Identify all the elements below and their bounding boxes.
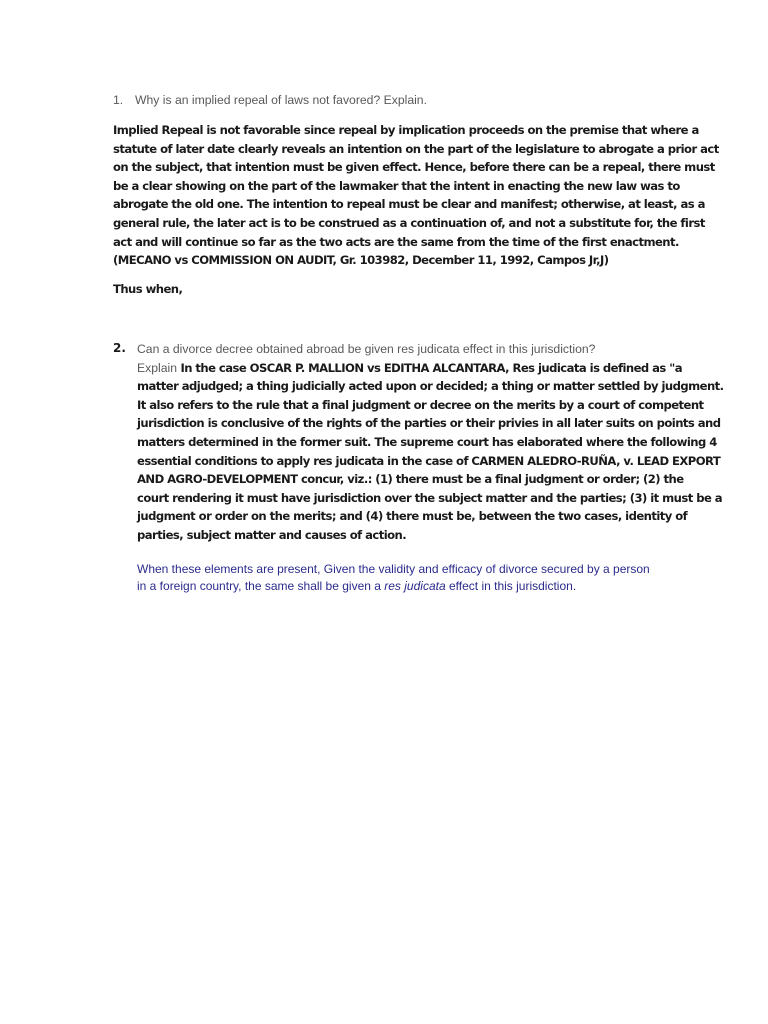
question-2-and-answer bbox=[137, 340, 724, 545]
answer-1-line: general rule, the later act is to be construed as a continuation of, and not a substitute for, the first bbox=[113, 215, 705, 230]
conclusion-text: in a foreign country, the same shall be given a bbox=[137, 578, 385, 593]
question-1 bbox=[113, 93, 427, 107]
answer-2-intro: In the case OSCAR P. MALLION vs EDITHA ALCANTARA, Res judicata is defined as "a bbox=[176, 360, 683, 375]
answer-1-line: statute of later date clearly reveals an intention on the part of the legislature to abrogate a prior act bbox=[113, 141, 719, 156]
conclusion-text-end: effect in this jurisdiction. bbox=[445, 578, 577, 593]
conclusion-italic-term: res judicata bbox=[384, 578, 446, 593]
answer-1-line: Implied Repeal is not favorable since repeal by implication proceeds on the premise that where a bbox=[113, 123, 699, 137]
answer-1-line: be a clear showing on the part of the lawmaker that the intent in enacting the new law was to bbox=[113, 178, 680, 193]
answer-2-line: parties, subject matter and causes of action. bbox=[137, 527, 407, 542]
conclusion-paragraph bbox=[137, 561, 667, 594]
conclusion-line: When these elements are present, Given the validity and efficacy of divorce secured by a person bbox=[137, 562, 650, 576]
question-2-text: Can a divorce decree obtained abroad be given res judicata effect in this jurisdiction? bbox=[137, 342, 596, 356]
answer-2-line: matters determined in the former suit. The supreme court has elaborated where the following 4 bbox=[137, 434, 717, 449]
answer-2-line: court rendering it must have jurisdiction over the subject matter and the parties; (3) it must be a bbox=[137, 490, 723, 505]
answer-1-line: on the subject, that intention must be given effect. Hence, before there can be a repeal, there must bbox=[113, 160, 715, 175]
answer-2-line: AND AGRO-DEVELOPMENT concur, viz.: (1) there must be a final judgment or order; (2) the bbox=[137, 472, 684, 487]
answer-1 bbox=[113, 121, 719, 270]
question-2-explain: Explain bbox=[137, 360, 177, 375]
answer-2-line: It also refers to the rule that a final judgment or decree on the merits by a court of competent bbox=[137, 397, 704, 412]
answer-2-line: matter adjudged; a thing judicially acted upon or decided; a thing or matter settled by judgment. bbox=[137, 379, 724, 394]
answer-2-line: jurisdiction is conclusive of the rights of the parties or their privies in all later suits on points and bbox=[137, 416, 721, 431]
thus-when-text: Thus when, bbox=[113, 282, 183, 296]
answer-1-citation: (MECANO vs COMMISSION ON AUDIT, Gr. 103982, December 11, 1992, Campos Jr,J) bbox=[113, 253, 609, 268]
answer-2-line: essential conditions to apply res judicata in the case of CARMEN ALEDRO-RUÑA, v. LEAD EXPORT bbox=[137, 453, 721, 468]
question-2-number: 2. bbox=[113, 341, 126, 355]
answer-1-line: act and will continue so far as the two acts are the same from the time of the first enactment. bbox=[113, 234, 679, 249]
question-1-number: 1. bbox=[113, 93, 124, 107]
answer-1-line: abrogate the old one. The intention to repeal must be clear and manifest; otherwise, at least, as a bbox=[113, 197, 705, 212]
answer-2-line: judgment or order on the merits; and (4) there must be, between the two cases, identity of bbox=[137, 509, 688, 524]
question-1-text: Why is an implied repeal of laws not favored? Explain. bbox=[135, 93, 427, 107]
